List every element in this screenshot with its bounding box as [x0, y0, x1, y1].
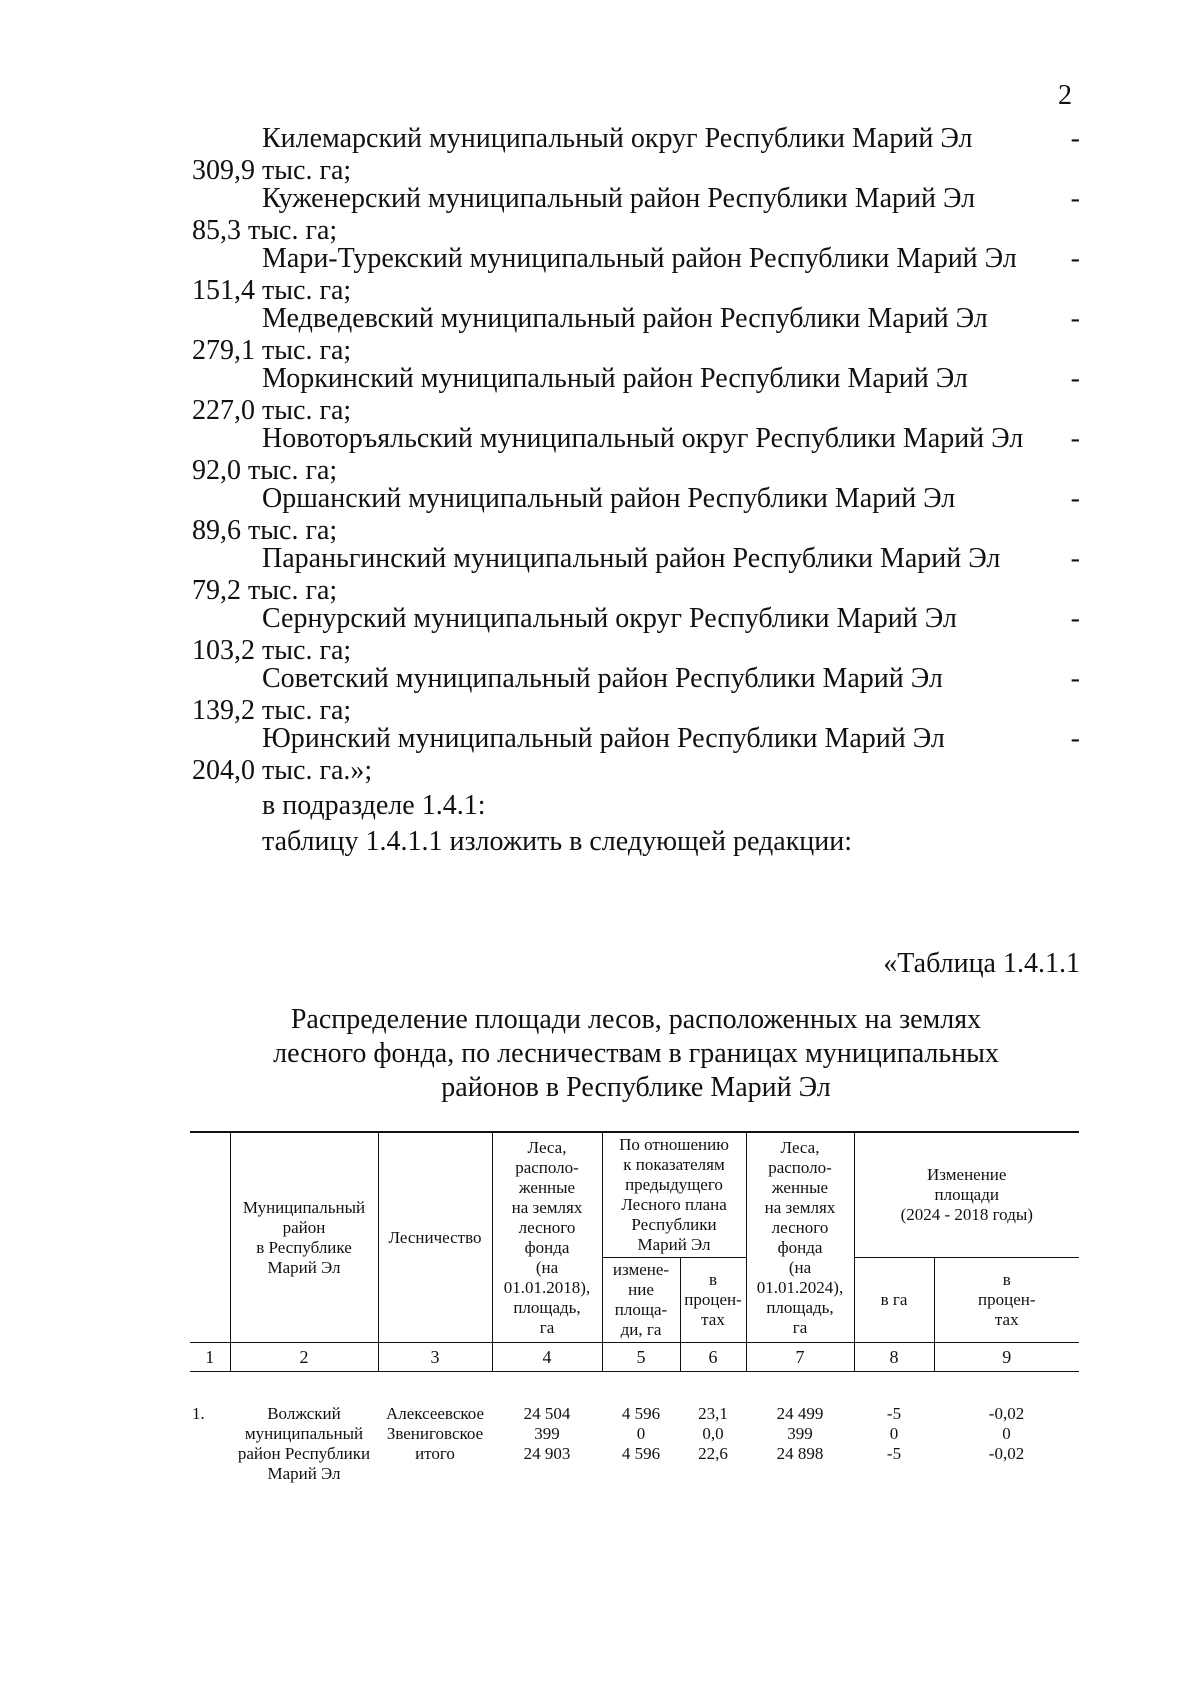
- header-text: 01.01.2018),: [503, 1277, 591, 1297]
- header-text: лесного: [771, 1217, 829, 1237]
- header-text: фонда: [524, 1237, 570, 1257]
- district-area: 151,4 тыс. га;: [192, 275, 352, 306]
- header-text: Марий Эл: [637, 1235, 711, 1254]
- cell-text: 399: [787, 1424, 813, 1443]
- header-text: женные: [518, 1177, 576, 1197]
- header-text: га: [792, 1317, 808, 1337]
- district-name: Оршанский муниципальный район Республики Марий Эл: [262, 483, 956, 514]
- header-change-group: [854, 1132, 1079, 1258]
- district-paragraph: [192, 123, 1080, 187]
- district-cell: [230, 1402, 378, 1486]
- district-name: Мари-Турекский муниципальный район Республики Марий Эл: [262, 243, 1017, 274]
- diff-ha-cell: [854, 1402, 934, 1486]
- cell-text: 24 903: [523, 1444, 571, 1463]
- column-number: 3: [378, 1343, 492, 1372]
- header-text: площа-: [614, 1300, 668, 1319]
- district-name: Сернурский муниципальный округ Республики Марий Эл: [262, 603, 957, 634]
- header-text: на землях: [764, 1197, 836, 1217]
- cell-text: -5: [886, 1444, 902, 1463]
- spacer-row: [190, 1372, 1079, 1403]
- row-number: 1.: [192, 1404, 205, 1423]
- column-number: 5: [602, 1343, 680, 1372]
- cell-text: Марий Эл: [267, 1464, 341, 1483]
- dash: -: [1070, 603, 1080, 634]
- district-name: Куженерский муниципальный район Республики Марий Эл: [262, 183, 976, 214]
- cell-text: 0,0: [702, 1424, 724, 1443]
- district-name: Параньгинский муниципальный район Республики Марий Эл: [262, 543, 1001, 574]
- district-name: Моркинский муниципальный район Республики Марий Эл: [262, 363, 968, 394]
- district-name: Юринский муниципальный район Республики Марий Эл: [262, 723, 945, 754]
- instruction-line: таблицу 1.4.1.1 изложить в следующей редакции:: [262, 826, 853, 857]
- header-text: ние: [628, 1280, 654, 1299]
- district-area: 85,3 тыс. га;: [192, 215, 338, 246]
- header-area-2024: [746, 1132, 854, 1343]
- district-area: 309,9 тыс. га;: [192, 155, 352, 186]
- header-text: женные: [771, 1177, 829, 1197]
- table-title: [192, 1003, 1080, 1105]
- district-area: 89,6 тыс. га;: [192, 515, 338, 546]
- header-text: площади: [934, 1185, 999, 1204]
- district-name: Советский муниципальный район Республики Марий Эл: [262, 663, 943, 694]
- district-paragraph: [192, 603, 1080, 667]
- cell-text: 23,1: [698, 1404, 728, 1423]
- header-text: 01.01.2024),: [756, 1277, 844, 1297]
- dash: -: [1070, 183, 1080, 214]
- header-text: предыдущего: [625, 1175, 723, 1194]
- forestry-cell: [378, 1402, 492, 1486]
- district-name: Новоторъяльский муниципальный округ Республики Марий Эл: [262, 423, 1024, 454]
- header-text: Муниципальный: [242, 1197, 366, 1217]
- header-text: (2024 - 2018 годы): [900, 1205, 1033, 1224]
- district-paragraph: [192, 423, 1080, 487]
- cell-text: район Республики: [237, 1444, 371, 1463]
- area-2018-cell: [492, 1402, 602, 1486]
- area-2024-cell: [746, 1402, 854, 1486]
- header-text: к показателям: [623, 1155, 725, 1174]
- header-text: площадь,: [766, 1297, 834, 1317]
- change-pct-cell: [680, 1402, 746, 1486]
- cell-text: -5: [886, 1404, 902, 1423]
- change-ha-cell: [602, 1402, 680, 1486]
- header-text: площадь,: [513, 1297, 581, 1317]
- header-text: (на: [535, 1257, 559, 1277]
- header-diff-pct: [934, 1258, 1079, 1343]
- header-text: измене-: [612, 1260, 670, 1279]
- header-text: тах: [701, 1310, 725, 1329]
- header-text: Марий Эл: [267, 1257, 341, 1277]
- cell-text: итого: [415, 1444, 455, 1463]
- header-text: процен-: [978, 1290, 1036, 1309]
- table-title-line: лесного фонда, по лесничествам в границах муниципальных: [273, 1038, 999, 1069]
- table-title-line: районов в Республике Марий Эл: [441, 1072, 831, 1103]
- header-district: [230, 1132, 378, 1343]
- district-area: 204,0 тыс. га.»;: [192, 755, 373, 786]
- header-text: Леса,: [780, 1137, 820, 1157]
- header-change-pct: [680, 1258, 746, 1343]
- table-title-line: Распределение площади лесов, расположенных на землях: [290, 1004, 982, 1035]
- column-number: 7: [746, 1343, 854, 1372]
- district-name: Килемарский муниципальный округ Республики Марий Эл: [262, 123, 973, 154]
- cell-text: -0,02: [988, 1404, 1025, 1423]
- column-number: 9: [934, 1343, 1079, 1372]
- header-text: в: [708, 1270, 718, 1289]
- header-text: га: [539, 1317, 555, 1337]
- header-text: располо-: [515, 1157, 579, 1177]
- cell-text: 0: [636, 1424, 646, 1443]
- district-paragraph: [192, 243, 1080, 307]
- header-text: в: [1002, 1270, 1011, 1289]
- district-paragraph: [192, 663, 1080, 727]
- cell-text: 22,6: [698, 1444, 728, 1463]
- district-paragraph: [192, 303, 1080, 367]
- header-text: лесного: [518, 1217, 576, 1237]
- district-paragraph: [192, 543, 1080, 607]
- column-number: 1: [190, 1343, 230, 1372]
- header-text: Изменение: [927, 1165, 1007, 1184]
- header-num: [190, 1132, 230, 1343]
- cell-text: 0: [1002, 1424, 1011, 1443]
- header-text: тах: [994, 1310, 1019, 1329]
- cell-text: Звениговское: [386, 1424, 484, 1443]
- header-prev-plan-group: [602, 1132, 746, 1258]
- cell-text: 4 596: [621, 1444, 661, 1463]
- district-name: Медведевский муниципальный район Республики Марий Эл: [262, 303, 988, 334]
- dash: -: [1070, 123, 1080, 154]
- forest-distribution-table: [190, 1131, 1079, 1486]
- column-number: 2: [230, 1343, 378, 1372]
- cell-text: Волжский: [267, 1404, 341, 1423]
- cell-text: 24 499: [776, 1404, 824, 1423]
- cell-text: Алексеевское: [385, 1404, 485, 1423]
- cell-text: 399: [534, 1424, 560, 1443]
- column-number: 4: [492, 1343, 602, 1372]
- header-text: По отношению: [619, 1135, 729, 1154]
- header-text: ди, га: [620, 1320, 662, 1339]
- district-paragraph: [192, 723, 1080, 787]
- district-paragraph: [192, 183, 1080, 247]
- cell-text: 4 596: [621, 1404, 661, 1423]
- header-text: в Республике: [256, 1237, 352, 1257]
- district-area: 103,2 тыс. га;: [192, 635, 352, 666]
- dash: -: [1070, 663, 1080, 694]
- cell-text: -0,02: [988, 1444, 1025, 1463]
- district-area: 279,1 тыс. га;: [192, 335, 352, 366]
- district-area: 79,2 тыс. га;: [192, 575, 338, 606]
- district-paragraph: [192, 363, 1080, 427]
- district-area: 227,0 тыс. га;: [192, 395, 352, 426]
- table-caption: «Таблица 1.4.1.1: [883, 948, 1080, 979]
- header-text: на землях: [511, 1197, 583, 1217]
- district-paragraph: [192, 483, 1080, 547]
- district-area: 92,0 тыс. га;: [192, 455, 338, 486]
- dash: -: [1070, 363, 1080, 394]
- dash: -: [1070, 303, 1080, 334]
- header-diff-ha: в га: [854, 1258, 934, 1343]
- header-forestry: Лесничество: [378, 1132, 492, 1343]
- diff-pct-cell: [934, 1402, 1079, 1486]
- subsection-line: в подразделе 1.4.1:: [262, 790, 486, 821]
- cell-text: 0: [889, 1424, 899, 1443]
- dash: -: [1070, 723, 1080, 754]
- dash: -: [1070, 543, 1080, 574]
- header-text: фонда: [777, 1237, 823, 1257]
- header-change-ha: [602, 1258, 680, 1343]
- header-text: Республики: [631, 1215, 717, 1234]
- header-text: располо-: [768, 1157, 832, 1177]
- page-number: 2: [1058, 80, 1072, 111]
- header-text: (на: [788, 1257, 812, 1277]
- dash: -: [1070, 243, 1080, 274]
- cell-text: 24 898: [776, 1444, 824, 1463]
- dash: -: [1070, 483, 1080, 514]
- cell-text: муниципальный: [244, 1424, 364, 1443]
- table-row: [190, 1402, 1079, 1486]
- header-text: район: [282, 1217, 326, 1237]
- district-area: 139,2 тыс. га;: [192, 695, 352, 726]
- header-text: процен-: [684, 1290, 742, 1309]
- header-text: Леса,: [527, 1137, 567, 1157]
- header-text: Лесного плана: [621, 1195, 727, 1214]
- column-number: 6: [680, 1343, 746, 1372]
- header-area-2018: [492, 1132, 602, 1343]
- column-number: 8: [854, 1343, 934, 1372]
- cell-text: 24 504: [523, 1404, 571, 1423]
- dash: -: [1070, 423, 1080, 454]
